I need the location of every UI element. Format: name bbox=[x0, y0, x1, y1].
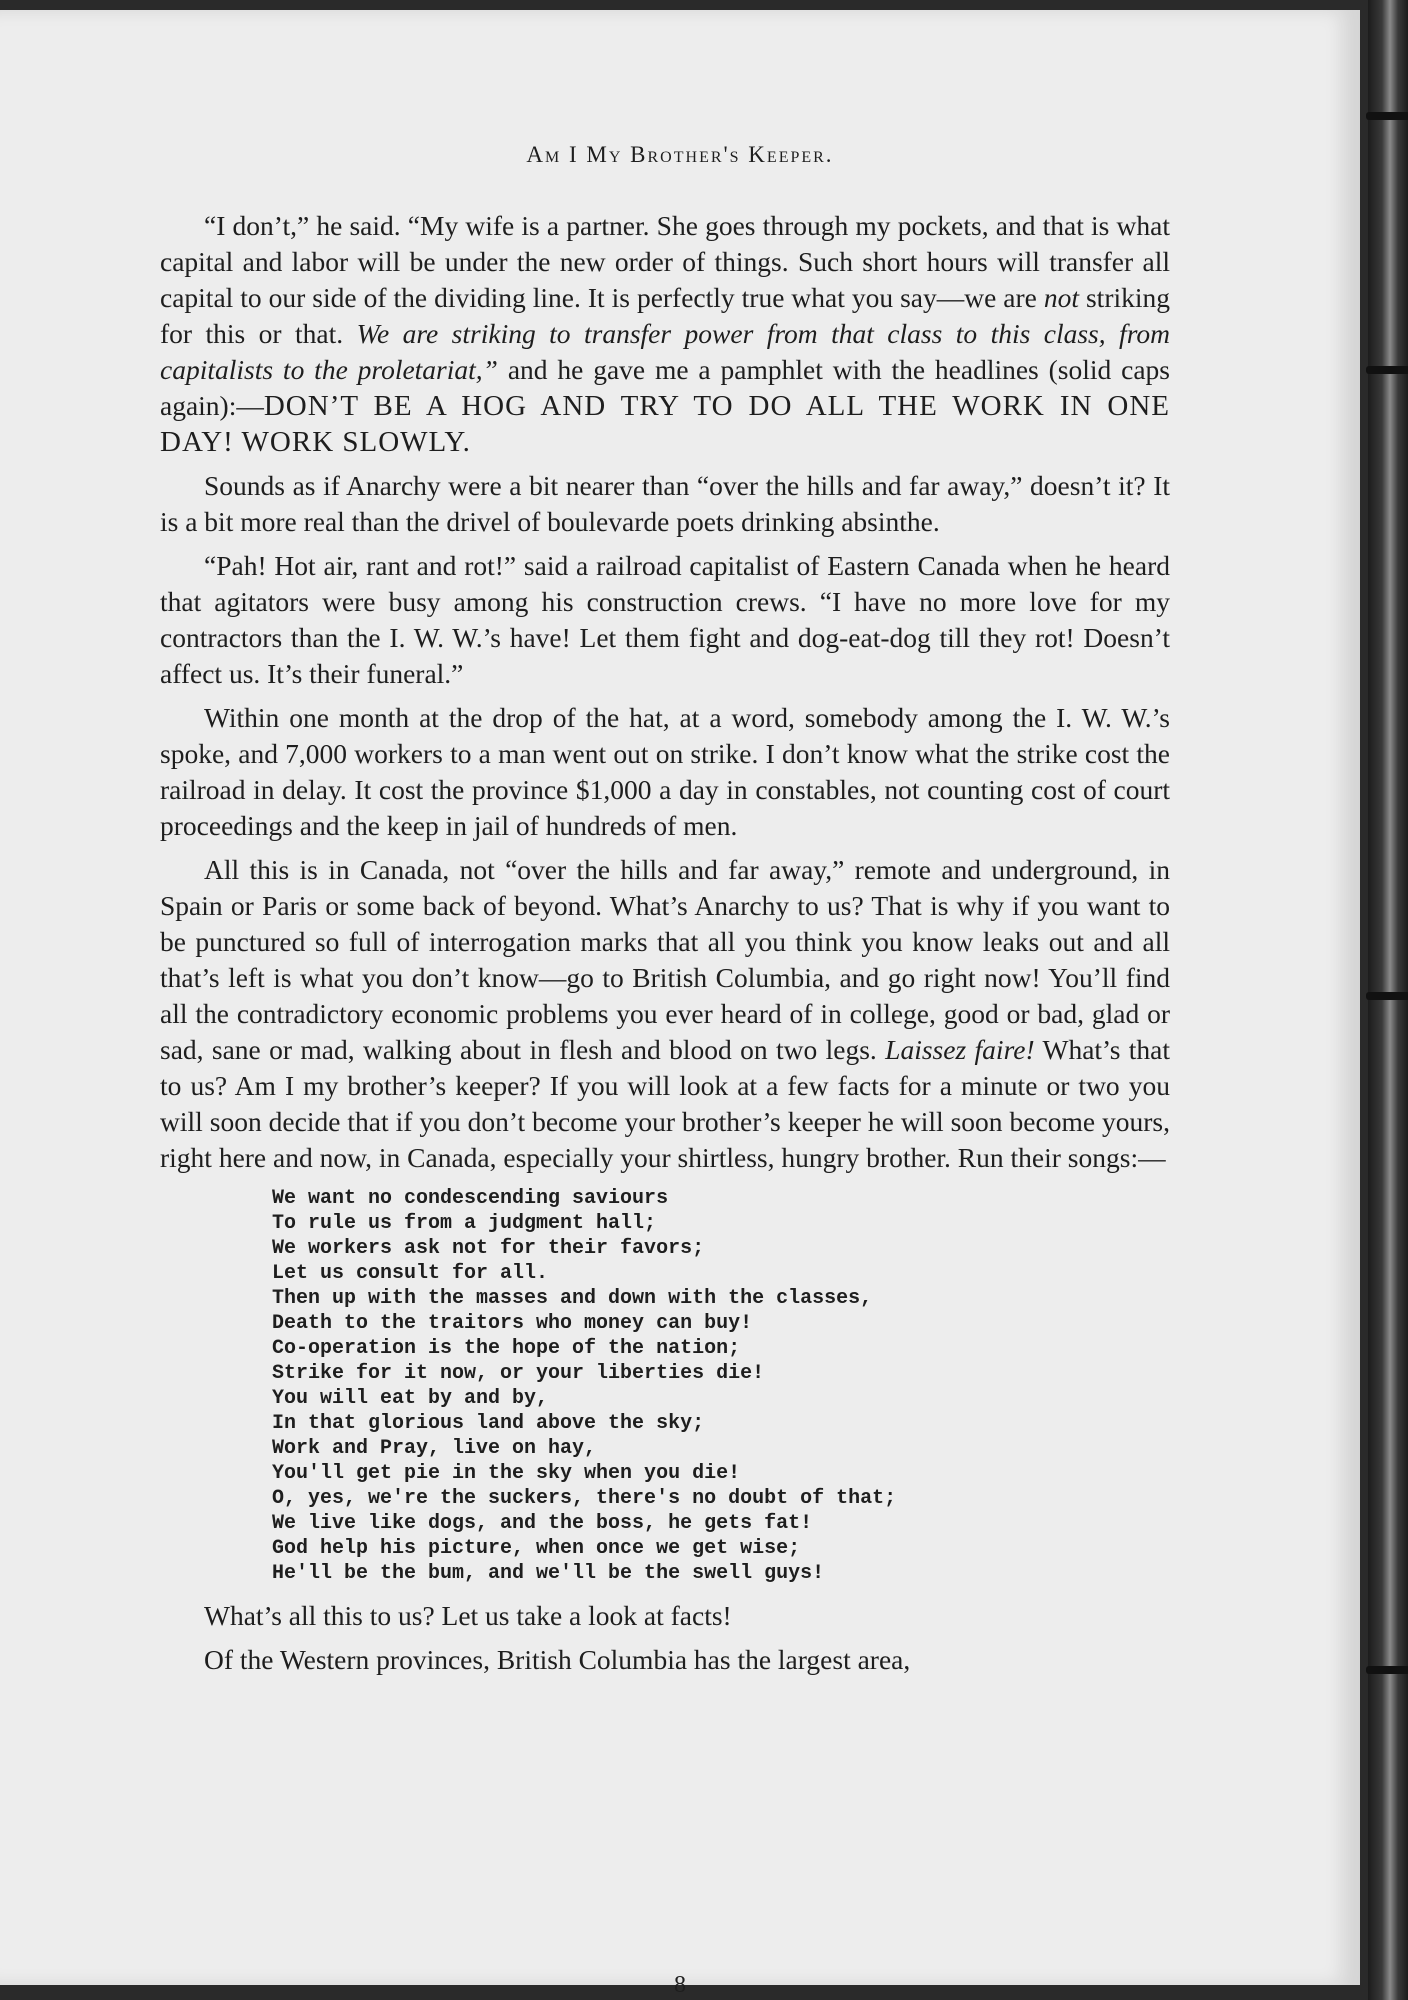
paragraph-6: What’s all this to us? Let us take a look at facts! bbox=[204, 1600, 732, 1631]
p1-italic-not: not bbox=[1043, 282, 1079, 313]
song-line: To rule us from a judgment hall; bbox=[272, 1212, 657, 1235]
book-page bbox=[0, 10, 1360, 1998]
song-line: Let us consult for all. bbox=[272, 1262, 549, 1285]
song-line: God help his picture, when once we get wise; bbox=[272, 1537, 801, 1560]
paragraph-4: Within one month at the drop of the hat, at a word, somebody among the I. W. W.’s spoke, and 7,000 workers to a man went out on strike. I don’t know what the strike cost the railroad in delay. It cost the province $1,000 a day in constables, not counting cost of court proceedings and the keep in jail of hundreds of men. bbox=[160, 702, 1170, 841]
p5-text-c: What’s that to us? Am I my brother’s keeper? If you will look at a few facts for a minute or two you will soon decide that if you don’t become your brother’s keeper he will soon become yours, right here and now, in Canada, especially your shirtless, hungry brother. Run their songs:— bbox=[160, 1034, 1171, 1173]
song-line: We workers ask not for their favors; bbox=[272, 1237, 705, 1260]
song-line: You'll get pie in the sky when you die! bbox=[272, 1462, 741, 1485]
song-line: Death to the traitors who money can buy! bbox=[272, 1312, 753, 1335]
paragraph-5 bbox=[160, 852, 1170, 1176]
page-number: 8 bbox=[674, 1972, 686, 1998]
song-line: In that glorious land above the sky; bbox=[272, 1412, 705, 1435]
song-verse bbox=[272, 1186, 1170, 1586]
song-line: Work and Pray, live on hay, bbox=[272, 1437, 597, 1460]
song-line: O, yes, we're the suckers, there's no doubt of that; bbox=[272, 1487, 897, 1510]
paragraph-3: “Pah! Hot air, rant and rot!” said a railroad capitalist of Eastern Canada when he heard that agitators were busy among his construction crews. “I have no more love for my contractors than the I. W. W.’s have! Let them fight and dog-eat-dog till they rot! Doesn’t affect us. It’s their funeral.” bbox=[160, 550, 1170, 689]
paragraph-2: Sounds as if Anarchy were a bit nearer than “over the hills and far away,” doesn’t it? It is a bit more real than the drivel of boulevarde poets drinking absinthe. bbox=[160, 470, 1170, 537]
binding-stitch bbox=[1366, 1666, 1408, 1674]
body-text bbox=[160, 208, 1170, 1686]
song-line: Co-operation is the hope of the nation; bbox=[272, 1337, 741, 1360]
p1-pamphlet-headline: DON’T BE A HOG AND TRY TO DO ALL THE WORK IN ONE DAY! WORK SLOWLY. bbox=[160, 390, 1170, 458]
song-line: Then up with the masses and down with the classes, bbox=[272, 1287, 873, 1310]
binding-stitch bbox=[1366, 992, 1408, 1000]
song-line: Strike for it now, or your liberties die! bbox=[272, 1362, 765, 1385]
binding-stitch bbox=[1366, 366, 1408, 374]
binding-stitch bbox=[1366, 112, 1408, 120]
song-line: You will eat by and by, bbox=[272, 1387, 549, 1410]
paragraph-1 bbox=[160, 208, 1170, 460]
p1-text-e: and he gave me a pamphlet with the headlines (solid caps again):— bbox=[160, 354, 1170, 421]
p5-text-a: All this is in Canada, not “over the hills and far away,” remote and underground, in Spain or Paris or some back of beyond. What’s Anarchy to us? That is why if you want to be punctured so full of interrogation marks that all you think you know leaks out and all that’s left is what you don’t know—go to British Columbia, and go right now! You’ll find all the contradictory economic problems you ever heard of in college, good or bad, glad or sad, sane or mad, walking about in flesh and blood on two legs. bbox=[160, 854, 1170, 1065]
p1-text-c: striking for this or that. bbox=[160, 282, 1171, 349]
song-line: He'll be the bum, and we'll be the swell guys! bbox=[272, 1562, 825, 1585]
running-head: Am I My Brother's Keeper. bbox=[526, 142, 834, 167]
song-line: We live like dogs, and the boss, he gets fat! bbox=[272, 1512, 813, 1535]
p1-italic-quote: We are striking to transfer power from that class to this class, from capitalists to the proletariat,” bbox=[160, 318, 1170, 385]
paragraph-7: Of the Western provinces, British Columbia has the largest area, bbox=[204, 1644, 911, 1675]
p5-italic-laissez-faire: Laissez faire! bbox=[885, 1034, 1035, 1065]
p1-text-a: “I don’t,” he said. “My wife is a partner. She goes through my pockets, and that is what capital and labor will be under the new order of things. Such short hours will transfer all capital to our side of the dividing line. It is perfectly true what you say—we are bbox=[160, 210, 1170, 313]
book-binding-edge bbox=[1368, 0, 1408, 2000]
song-line: We want no condescending saviours bbox=[272, 1187, 669, 1210]
